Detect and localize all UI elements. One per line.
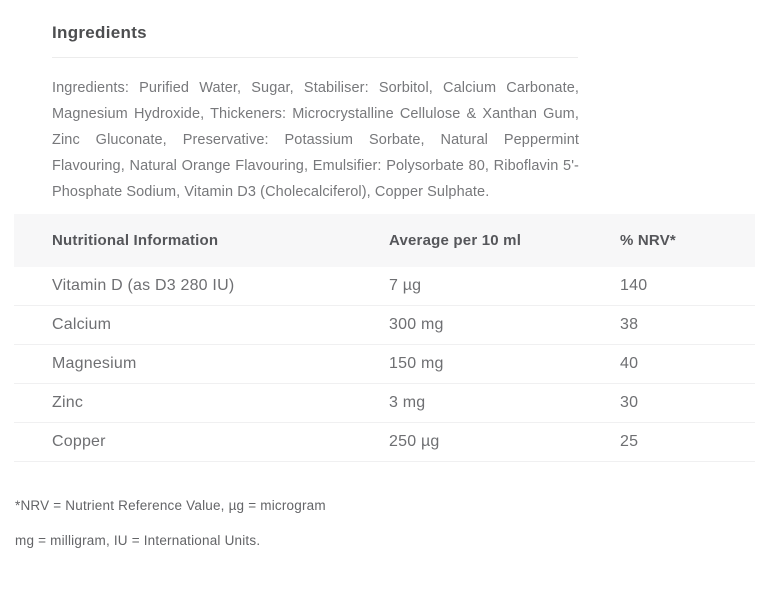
nutrient-nrv: 140 <box>620 277 648 294</box>
nutrient-name: Vitamin D (as D3 280 IU) <box>52 277 235 294</box>
table-row-zinc <box>14 384 755 423</box>
table-row-copper <box>14 423 755 462</box>
nutrient-amount: 3 mg <box>389 394 426 411</box>
nutrient-amount: 150 mg <box>389 355 444 372</box>
nutrition-table-header-row <box>14 214 755 267</box>
column-header-percent-nrv: % NRV* <box>620 232 676 249</box>
nutrient-amount: 250 µg <box>389 433 440 450</box>
nutrition-table <box>14 214 755 462</box>
nutrient-name: Zinc <box>52 394 84 411</box>
heading-divider <box>52 57 578 58</box>
footnote-line-1: *NRV = Nutrient Reference Value, µg = microgram <box>15 498 326 513</box>
nutrient-nrv: 30 <box>620 394 639 411</box>
column-header-nutritional-information: Nutritional Information <box>52 232 219 249</box>
column-header-average-per-10ml: Average per 10 ml <box>389 232 522 249</box>
table-row-calcium <box>14 306 755 345</box>
nutrient-nrv: 38 <box>620 316 639 333</box>
nutrient-amount: 7 µg <box>389 277 422 294</box>
nutrient-name: Calcium <box>52 316 112 333</box>
ingredients-panel <box>0 23 763 606</box>
nutrient-nrv: 40 <box>620 355 639 372</box>
ingredients-text: Ingredients: Purified Water, Sugar, Stabiliser: Sorbitol, Calcium Carbonate, Magnesium Hydroxide, Thickeners: Microcrystalline Cellulose & Xanthan Gum, Zinc Gluconate, Preservative: Potassium Sorbate, Natural Peppermint Flavouring, Natural Orange Flavouring, Emulsifier: Polysorbate 80, Riboflavin 5'- Phosphate Sodium, Vitamin D3 (Cholecalciferol), Copper Sulphate. <box>52 80 579 200</box>
table-row-magnesium <box>14 345 755 384</box>
nutrient-name: Copper <box>52 433 106 450</box>
nutrient-nrv: 25 <box>620 433 639 450</box>
table-row-vitamin-d <box>14 267 755 306</box>
nutrient-name: Magnesium <box>52 355 137 372</box>
ingredients-heading: Ingredients <box>52 23 147 42</box>
footnote-line-2: mg = milligram, IU = International Units. <box>15 533 261 548</box>
nutrient-amount: 300 mg <box>389 316 444 333</box>
